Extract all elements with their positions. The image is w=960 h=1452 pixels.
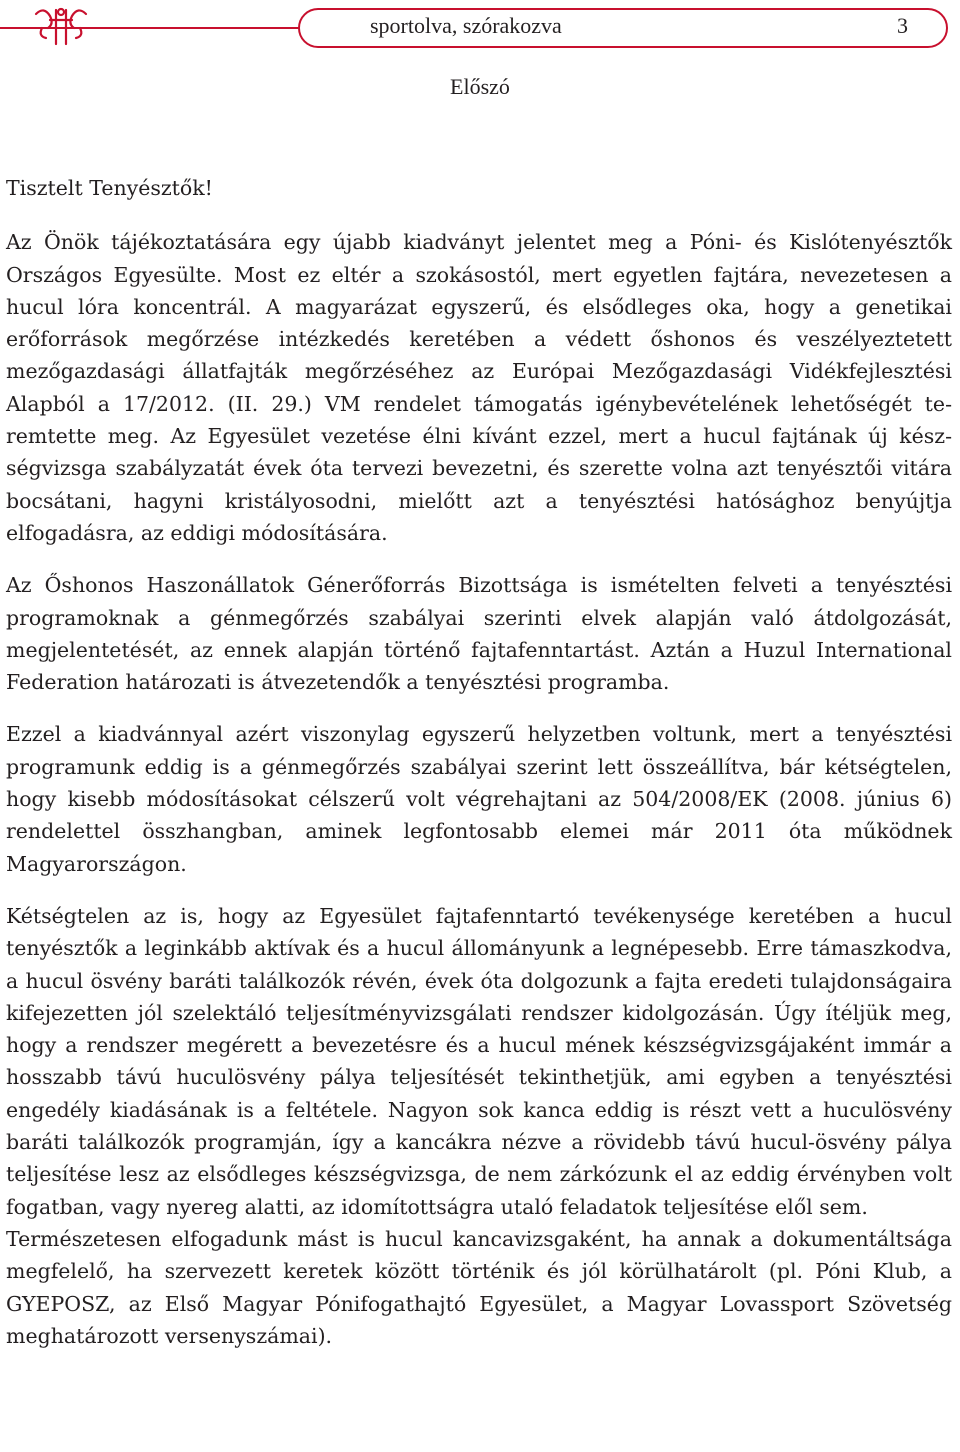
paragraph: Természetesen elfogadunk mást is hucul kancavizsgaként, ha annak a dokumentáltsága megfelelő, ha szervezett keretek között történik és jól körülhatárolt (pl. Póni Klub, a GYEPOSZ, az Első Magyar Pónifogathajtó Egyesület, a Magyar Lovassport Szövetség meghatározott versenyszámai).	[6, 1226, 952, 1348]
paragraph: Az Őshonos Haszonállatok Génerőforrás Bizottsága is ismételten felveti a tenyésztési programoknak a génmegőrzés szabályai szerinti elvek alapján való átdolgozását, megjelentetését, az ennek alapján történő fajtafenntartást. Aztán a Huzul International Federation határozati is átvezetendők a tenyésztési programba.	[6, 573, 952, 695]
salutation: Tisztelt Tenyésztők!	[6, 176, 213, 200]
paragraph: Kétségtelen az is, hogy az Egyesület fajtafenntartó tevékenysége keretében a hucul tenyésztők a leginkább aktívak és a hucul állományunk a legnépesebb. Erre támaszkodva, a hucul ösvény baráti találkozók révén, évek óta dolgozunk a fajta eredeti tulajdonságaira kifejezetten jól szelektáló teljesítményvizsgálati rendszer kidolgozásán. Úgy ítéljük meg, hogy a rendszer megérett a bevezetésre és a hucul mének készségvizsgájaként immár a hosszabb távú huculösvény pálya teljesítését tekinthetjük, ami egyben a tenyésztési engedély kiadásának is a feltétele. Nagyon sok kanca eddig is részt vett a huculösvény baráti találkozók programján, így a kancákra nézve a rövidebb távú hucul-ösvény pálya teljesítése lesz az elsődleges készségvizsga, de nem zárkózunk el az eddig érvényben volt fogatban, vagy nyereg alatti, az idomítottságra utaló feladatok teljesítése elől sem.	[6, 903, 952, 1219]
running-header-title: sportolva, szórakozva	[370, 13, 562, 38]
page-number: 3	[897, 13, 908, 38]
paragraph: Ezzel a kiadvánnyal azért viszonylag egyszerű helyzetben voltunk, mert a tenyésztési programunk eddig is a génmegőrzés szabályai szerint lett összeállítva, bár kétségtelen, hogy kisebb módosításokat célszerű volt végrehajtani az 504/2008/EK (2008. június 6) rendelettel összhangban, aminek legfontosabb elemei már 2011 óta működnek Magyarországon.	[6, 722, 952, 876]
body-text	[6, 172, 952, 1352]
section-heading: Előszó	[450, 74, 510, 99]
horseshoe-flourish-icon	[30, 4, 92, 48]
paragraph: Az Önök tájékoztatására egy újabb kiadványt jelentet meg a Póni- és Kislótenyésztők Országos Egyesülte. Most ez eltér a szokásostól, mert egyetlen fajtára, nevezetesen a hucul lóra koncentrál. A magyarázat egyszerű, és elsődleges oka, hogy a genetikai erőforrások megőrzése intézkedés keretében a védett őshonos és veszélyeztetett mezőgazdasági állatfajták megőrzéséhez az Európai Mezőgazdasági Vidékfejlesztési Alapból a 17/2012. (II. 29.) VM rendelet támogatás igénybevételének lehetőségét teremtette meg. Az Egyesület vezetése élni kívánt ezzel, mert a hucul fajtának új készségvizsga szabályzatát évek óta tervezi bevezetni, és szerette volna azt tenyésztői vitára bocsátani, hagyni kristályosodni, mielőtt azt a tenyésztési hatósághoz benyújtja elfogadásra, az eddigi módosítására.	[6, 230, 952, 545]
